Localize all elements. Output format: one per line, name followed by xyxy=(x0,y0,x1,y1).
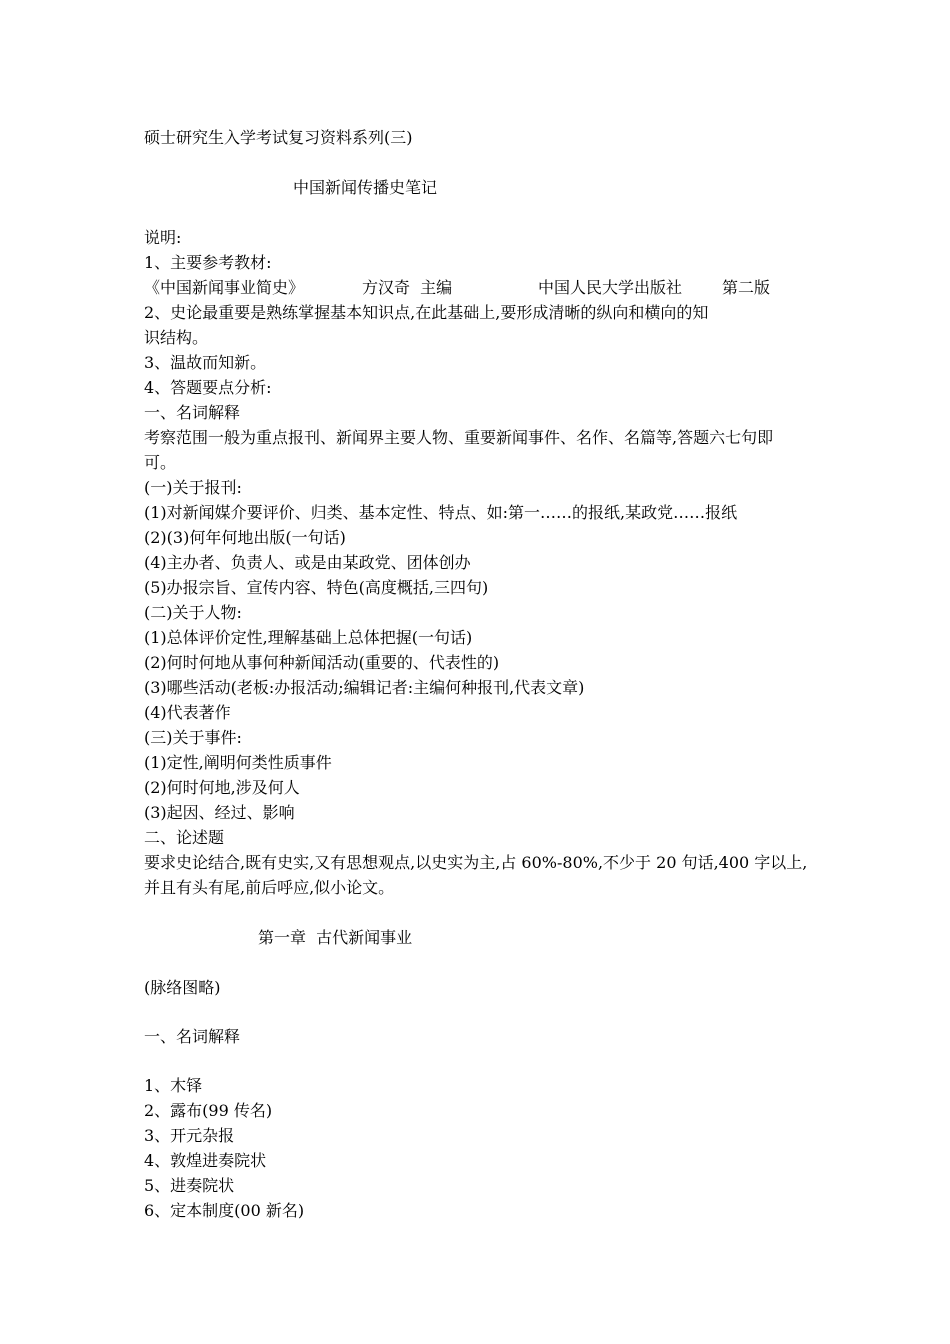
list-item: (2)何时何地,涉及何人 xyxy=(144,778,300,797)
series-title: 硕士研究生入学考试复习资料系列(三) xyxy=(144,128,413,147)
term-item: 6、定本制度(00 新名) xyxy=(144,1201,305,1220)
section-2-heading: 二、论述题 xyxy=(144,828,225,847)
outline-note: (脉络图略) xyxy=(144,978,221,997)
item-3: 3、温故而知新。 xyxy=(144,353,267,372)
list-item: (3)起因、经过、影响 xyxy=(144,803,295,822)
sub-3-heading: (三)关于事件: xyxy=(144,728,242,747)
sub-1-heading: (一)关于报刊: xyxy=(144,478,242,497)
list-item: (2)何时何地从事何种新闻活动(重要的、代表性的) xyxy=(144,653,500,672)
list-item: (4)代表著作 xyxy=(144,703,231,722)
list-item: (4)主办者、负责人、或是由某政党、团体创办 xyxy=(144,553,471,572)
section-1-heading: 一、名词解释 xyxy=(144,403,241,422)
list-item: (2)(3)何年何地出版(一句话) xyxy=(144,528,346,547)
list-item: (3)哪些活动(老板:办报活动;编辑记者:主编何种报刊,代表文章) xyxy=(144,678,585,697)
textbook-author: 方汉奇 主编 xyxy=(362,278,453,297)
chapter-section-heading: 一、名词解释 xyxy=(144,1027,241,1046)
term-item: 5、进奏院状 xyxy=(144,1176,235,1195)
term-item: 4、敦煌进奏院状 xyxy=(144,1151,267,1170)
item-4: 4、答题要点分析: xyxy=(144,378,272,397)
term-item: 2、露布(99 传名) xyxy=(144,1101,273,1120)
term-item: 3、开元杂报 xyxy=(144,1126,235,1145)
sub-2-heading: (二)关于人物: xyxy=(144,603,242,622)
item-2-line-2: 识结构。 xyxy=(144,328,209,347)
list-item: (1)总体评价定性,理解基础上总体把握(一句话) xyxy=(144,628,473,647)
note-heading: 说明: xyxy=(144,228,182,247)
section-1-desc-line-1: 考察范围一般为重点报刊、新闻界主要人物、重要新闻事件、名作、名篇等,答题六七句即 xyxy=(144,428,774,447)
list-item: (1)对新闻媒介要评价、归类、基本定性、特点、如:第一……的报纸,某政党……报纸 xyxy=(144,503,738,522)
term-item: 1、木铎 xyxy=(144,1076,203,1095)
textbook-publisher: 中国人民大学出版社 xyxy=(538,278,683,297)
main-title: 中国新闻传播史笔记 xyxy=(293,178,438,197)
section-2-desc-line-1: 要求史论结合,既有史实,又有思想观点,以史实为主,占 60%-80%,不少于 20 句话,400 字以上, xyxy=(144,853,808,872)
section-1-desc-line-2: 可。 xyxy=(144,453,177,472)
section-2-desc-line-2: 并且有头有尾,前后呼应,似小论文。 xyxy=(144,878,395,897)
textbook-edition: 第二版 xyxy=(722,278,771,297)
item-1: 1、主要参考教材: xyxy=(144,253,272,272)
list-item: (5)办报宗旨、宣传内容、特色(高度概括,三四句) xyxy=(144,578,489,597)
textbook-title: 《中国新闻事业简史》 xyxy=(144,278,305,297)
list-item: (1)定性,阐明何类性质事件 xyxy=(144,753,332,772)
chapter-title: 第一章 古代新闻事业 xyxy=(258,928,413,947)
item-2-line-1: 2、史论最重要是熟练掌握基本知识点,在此基础上,要形成清晰的纵向和横向的知 xyxy=(144,303,709,322)
